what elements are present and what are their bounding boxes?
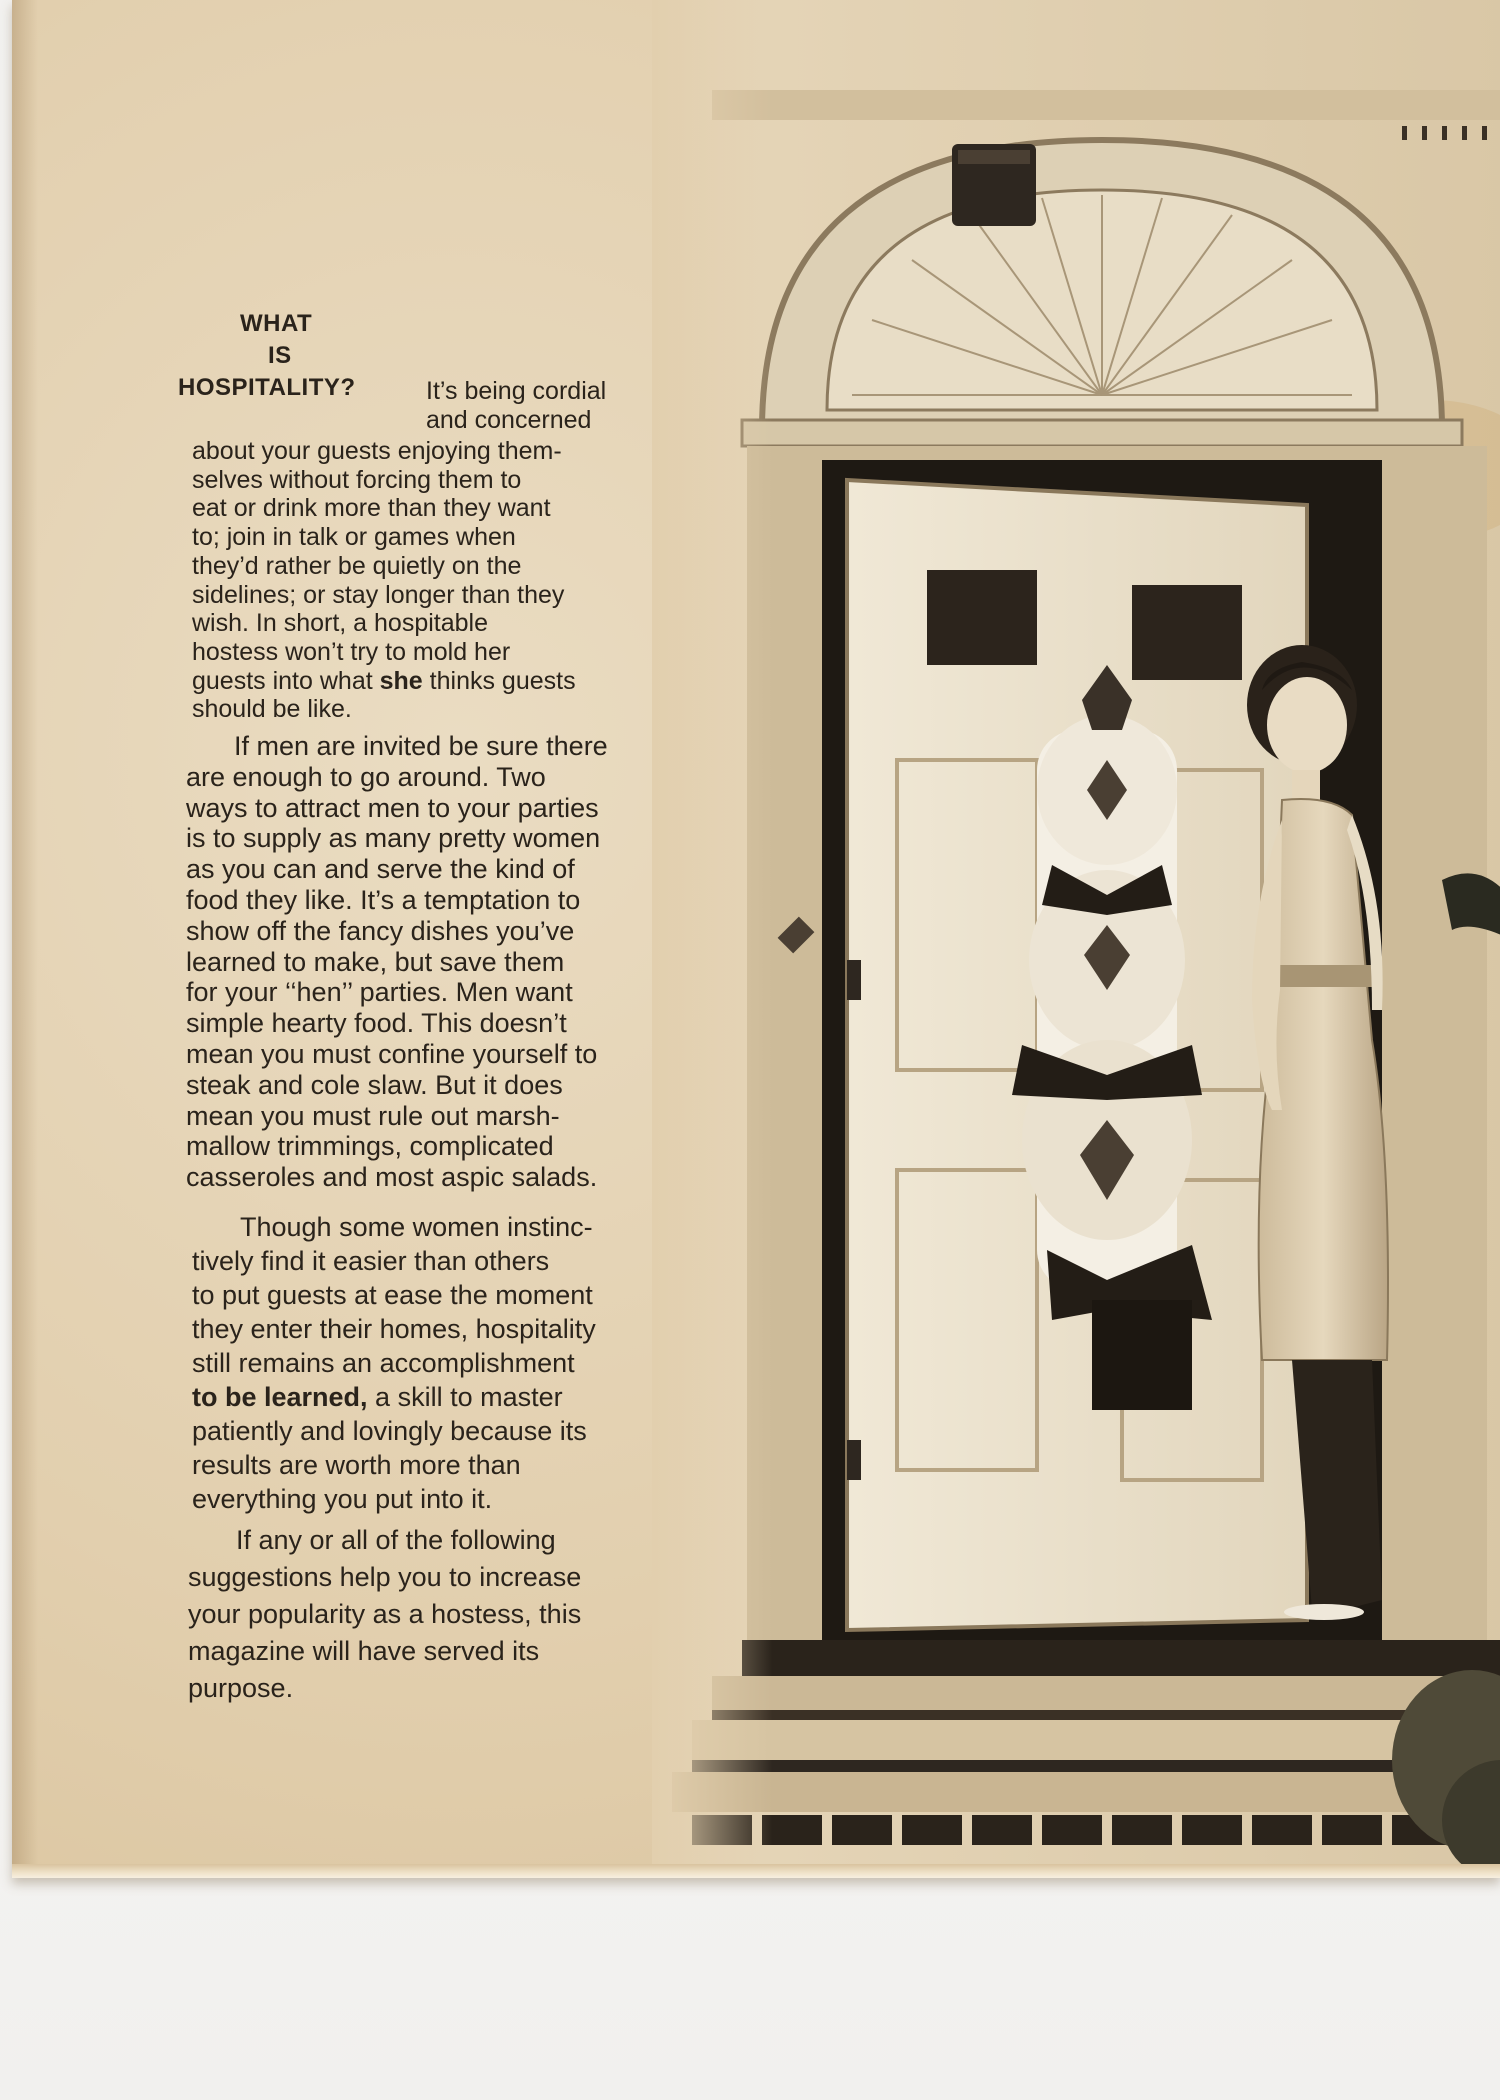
page-bottom-edge [12, 1864, 1500, 1878]
paragraph-line: ways to attract men to your parties [186, 792, 599, 823]
intro-line [192, 667, 732, 696]
heading-what: WHAT [240, 310, 313, 337]
intro-paragraph [192, 437, 732, 724]
paragraph-line: magazine will have served its [188, 1636, 540, 1666]
paragraph-line: mean you must confine yourself to [186, 1038, 598, 1069]
paragraph-line: your popularity as a hostess, this [188, 1599, 582, 1629]
paragraph-line: is to supply as many pretty women [186, 823, 601, 854]
paragraph-line [192, 1380, 752, 1414]
intro-lead-line-2: and concerned [426, 406, 592, 434]
doorway-photograph [652, 0, 1500, 1878]
intro-line: about your guests enjoying them- [192, 437, 562, 465]
paragraph-line: are enough to go around. Two [186, 761, 546, 792]
intro-lead [426, 377, 726, 435]
page-spine-shadow [12, 0, 38, 1878]
intro-line: sidelines; or stay longer than they [192, 580, 565, 609]
paragraph-line: steak and cole slaw. But it does [186, 1069, 563, 1100]
paragraph-line: everything you put into it. [192, 1484, 493, 1514]
intro-line: they’d rather be quietly on the [192, 551, 522, 580]
intro-line: wish. In short, a hospitable [192, 609, 488, 638]
paragraph-line: simple hearty food. This doesn’t [186, 1008, 567, 1039]
intro-line-post: thinks guests [422, 666, 576, 695]
intro-line: hostess won’t try to mold her [192, 637, 511, 666]
paragraph-purpose [188, 1522, 748, 1707]
paragraph-line: still remains an accomplishment [192, 1348, 575, 1378]
paragraph-line: purpose. [188, 1673, 294, 1703]
paragraph-line: results are worth more than [192, 1450, 521, 1480]
paragraph-line: Though some women instinc- [240, 1212, 593, 1242]
paragraph-line: patiently and lovingly because its [192, 1416, 587, 1446]
paragraph-line: for your ‘‘hen’’ parties. Men want [186, 977, 573, 1008]
paragraph-line: If men are invited be sure there [234, 731, 608, 761]
paragraph-line: mallow trimmings, complicated [186, 1131, 554, 1162]
paragraph-line: suggestions help you to increase [188, 1562, 582, 1592]
paragraph-line: they enter their homes, hospitality [192, 1314, 596, 1344]
intro-line: eat or drink more than they want [192, 494, 551, 523]
intro-lead-line-1: It’s being cordial [426, 377, 607, 405]
intro-line: should be like. [192, 695, 352, 724]
paragraph-line: If any or all of the following [236, 1525, 556, 1555]
heading-hospitality: HOSPITALITY? [178, 374, 356, 401]
paragraph-line-post: a skill to master [367, 1382, 563, 1412]
paragraph-line: tively find it easier than others [192, 1246, 550, 1276]
paragraph-line: casseroles and most aspic salads. [186, 1162, 598, 1193]
intro-line: to; join in talk or games when [192, 523, 516, 552]
paragraph-line: food they like. It’s a temptation to [186, 884, 581, 915]
paragraph-line: mean you must rule out marsh- [186, 1100, 560, 1131]
heading-is: IS [268, 342, 292, 369]
intro-line-pre: guests into what [192, 666, 380, 695]
emphasis-to-be-learned: to be learned, [192, 1382, 368, 1412]
magazine-page [12, 0, 1500, 1878]
paragraph-line: learned to make, but save them [186, 946, 565, 977]
intro-line: selves without forcing them to [192, 465, 522, 494]
paragraph-line: show off the fancy dishes you’ve [186, 915, 575, 946]
paragraph-line: as you can and serve the kind of [186, 854, 575, 885]
intro-emphasis-she: she [379, 666, 423, 695]
paragraph-line: to put guests at ease the moment [192, 1280, 593, 1310]
paragraph-men-invited [186, 731, 746, 1193]
paragraph-hospitality-learned [192, 1210, 752, 1516]
